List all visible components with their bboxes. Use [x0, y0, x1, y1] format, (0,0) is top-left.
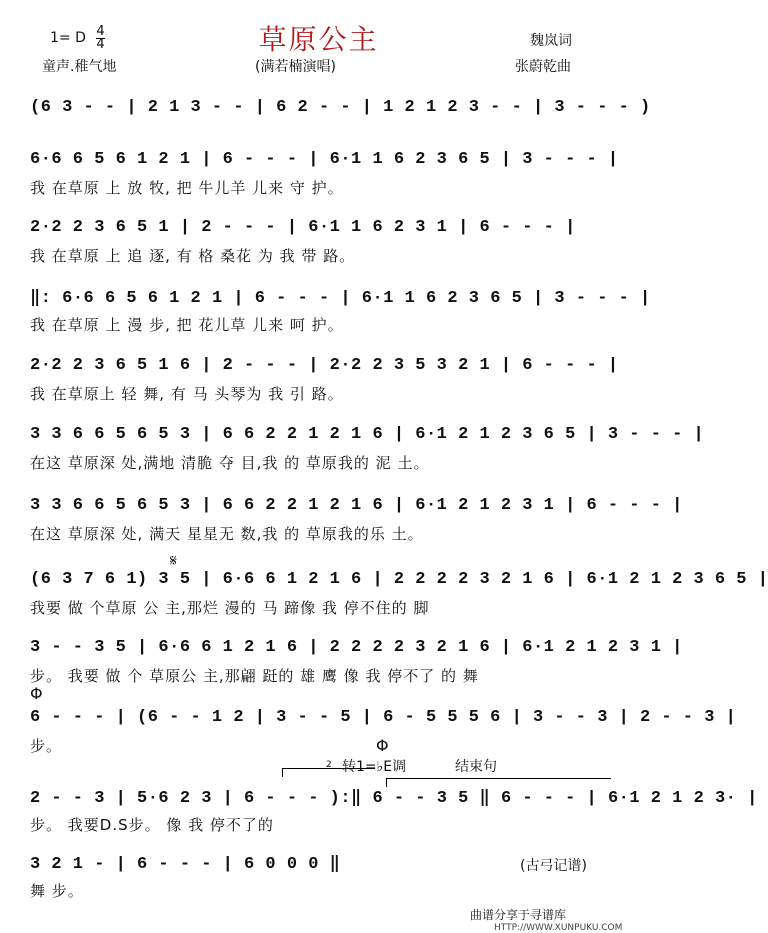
lyrics: 我 在草原上 轻 舞, 有 马 头琴为 我 引 路。	[30, 385, 344, 403]
lyrics: 我 在草原 上 放 牧, 把 牛儿羊 儿来 守 护。	[30, 179, 344, 197]
score-line-7	[30, 570, 768, 626]
notation: 3 3 6 6 5 6 5 3 | 6 6 2 2 1 2 1 6 | 6·1 2 1 2 3 6 5 | 3 - - - |	[30, 425, 705, 444]
lyrics: 舞 步。	[30, 882, 84, 900]
lyrics: 在这 草原深 处,满地 清脆 夺 目,我 的 草原我的 泥 土。	[30, 454, 430, 472]
notation: 2·2 2 3 6 5 1 | 2 - - - | 6·1 1 6 2 3 1 | 6 - - - |	[30, 218, 576, 237]
score-line-8	[30, 638, 683, 694]
notation: 3 2 1 - | 6 - - - | 6 0 0 0 ‖	[30, 855, 341, 874]
lyrics: 步。 我要D.S步。 像 我 停不了的	[30, 816, 274, 834]
lyrics: 步。 我要 做 个 草原公 主,那翩 跹的 雄 鹰 像 我 停不了 的 舞	[30, 667, 479, 685]
notation: 6·6 6 5 6 1 2 1 | 6 - - - | 6·1 1 6 2 3 6 5 | 3 - - - |	[30, 150, 619, 169]
notation: 2 - - 3 | 5·6 2 3 | 6 - - - ):‖ 6 - - 3 5 ‖ 6 - - - | 6·1 2 1 2 3· |	[30, 789, 758, 808]
composer: 张蔚乾曲	[515, 59, 571, 75]
score-line-5	[30, 425, 705, 481]
site-watermark	[470, 906, 622, 933]
coda-icon: Φ	[30, 684, 43, 703]
notation: 2·2 2 3 6 5 1 6 | 2 - - - | 2·2 2 3 5 3 2 1 | 6 - - - |	[30, 356, 619, 375]
coda-icon: Φ	[376, 736, 389, 755]
notation: (6 3 7 6 1) 3 5 | 6·6 6 1 2 1 6 | 2 2 2 2 3 2 1 6 | 6·1 2 1 2 3 6 5 |	[30, 570, 768, 589]
time-signature-numerator: 4	[96, 24, 105, 39]
lyrics: 我 在草原 上 漫 步, 把 花儿草 儿来 呵 护。	[30, 316, 344, 334]
lyrics: 我要 做 个草原 公 主,那烂 漫的 马 蹄像 我 停不住的 脚	[30, 599, 430, 617]
modulation-label: 转1=♭E调	[342, 759, 407, 775]
score-line-1	[30, 150, 619, 206]
volta-number: 2	[326, 760, 332, 770]
ending-phrase-label: 结束句	[455, 759, 497, 775]
score-line-3	[30, 287, 651, 343]
score-line-9	[30, 708, 737, 764]
performance-style: 童声.稚气地	[42, 59, 117, 75]
lyrics: 步。	[30, 737, 63, 755]
notation: ‖: 6·6 6 5 6 1 2 1 | 6 - - - | 6·1 1 6 2 3 6 5 | 3 - - - |	[30, 289, 651, 308]
lyricist: 魏岚词	[530, 33, 572, 49]
notation: 3 3 6 6 5 6 5 3 | 6 6 2 2 1 2 1 6 | 6·1 2 1 2 3 1 | 6 - - - |	[30, 496, 683, 515]
score-line-2	[30, 218, 610, 274]
lyrics: 我 在草原 上 追 逐, 有 格 桑花 为 我 带 路。	[30, 247, 356, 265]
score-line-4	[30, 356, 619, 412]
notation: (6 3 - - | 2 1 3 - - | 6 2 - - | 1 2 1 2 3 - - | 3 - - - )	[30, 98, 651, 117]
score-line-0	[30, 98, 651, 154]
watermark-url: HTTP://WWW.XUNPUKU.COM	[494, 923, 623, 933]
time-signature-denominator: 4	[96, 37, 105, 52]
notation: 3 - - 3 5 | 6·6 6 1 2 1 6 | 2 2 2 2 3 2 1 6 | 6·1 2 1 2 3 1 |	[30, 638, 683, 657]
song-title: 草原公主	[258, 23, 379, 56]
transcriber-note: (古弓记谱)	[520, 858, 587, 874]
watermark-brand: 曲谱分享于寻谱库	[470, 908, 567, 922]
score-line-10	[30, 787, 758, 843]
performer: (满若楠演唱)	[255, 59, 336, 75]
segno-icon: 𝄋	[170, 551, 177, 570]
notation: 6 - - - | (6 - - 1 2 | 3 - - 5 | 6 - 5 5 5 6 | 3 - - 3 | 2 - - 3 |	[30, 708, 737, 727]
ending-bracket	[386, 778, 611, 787]
lyrics: 在这 草原深 处, 满天 星星无 数,我 的 草原我的乐 土。	[30, 525, 424, 543]
key-signature: 1= D	[50, 30, 86, 46]
score-line-6	[30, 496, 683, 552]
